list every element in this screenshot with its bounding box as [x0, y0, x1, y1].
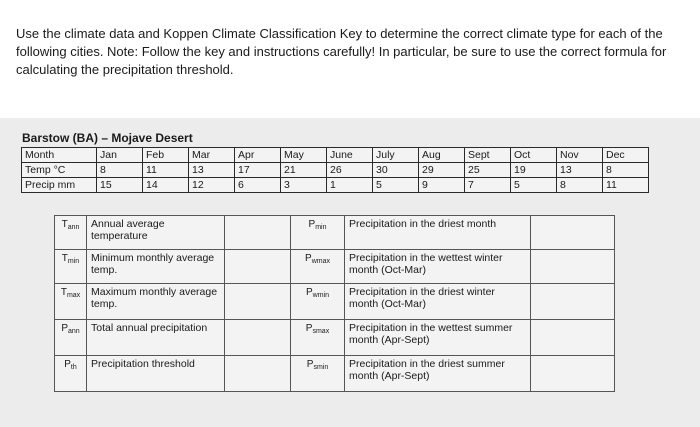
symbol-letter: P [306, 359, 314, 370]
symbol-letter: P [61, 323, 68, 334]
key-symbol [291, 216, 345, 250]
climate-cell: 21 [281, 163, 327, 178]
climate-data-table [21, 147, 649, 193]
climate-cell: Nov [557, 148, 603, 163]
climate-cell: 5 [511, 178, 557, 193]
key-symbol [55, 250, 87, 284]
climate-cell: 29 [419, 163, 465, 178]
climate-cell: 14 [143, 178, 189, 193]
symbol-subscript: smin [313, 364, 329, 371]
symbol-letter: P [305, 253, 312, 264]
key-blank-cell [531, 284, 615, 320]
key-row [55, 284, 615, 320]
climate-cell: 8 [603, 163, 649, 178]
climate-cell: Feb [143, 148, 189, 163]
climate-cell: 8 [557, 178, 603, 193]
climate-cell: Jan [97, 148, 143, 163]
symbol-subscript: smax [312, 328, 330, 335]
key-row [55, 250, 615, 284]
row-label: Temp °C [22, 163, 97, 178]
climate-cell: 3 [281, 178, 327, 193]
symbol-subscript: ann [67, 328, 80, 335]
climate-cell: 13 [557, 163, 603, 178]
key-description: Precipitation in the driest summer month (Apr-Sept) [345, 356, 531, 392]
key-description: Precipitation threshold [87, 356, 225, 392]
climate-cell: 26 [327, 163, 373, 178]
climate-key-table [54, 215, 615, 392]
climate-cell: 9 [419, 178, 465, 193]
climate-cell: May [281, 148, 327, 163]
climate-row [22, 178, 649, 193]
city-title: Barstow (BA) – Mojave Desert [22, 131, 193, 145]
key-description: Total annual precipitation [87, 320, 225, 356]
key-description: Precipitation in the driest winter month (Oct-Mar) [345, 284, 531, 320]
climate-cell: Oct [511, 148, 557, 163]
key-symbol [55, 216, 87, 250]
climate-cell: June [327, 148, 373, 163]
key-blank-cell [225, 216, 291, 250]
key-symbol [55, 356, 87, 392]
key-blank-cell [225, 320, 291, 356]
symbol-letter: T [60, 287, 67, 298]
climate-cell: Sept [465, 148, 511, 163]
symbol-letter: P [64, 359, 71, 370]
symbol-subscript: ann [67, 224, 80, 231]
symbol-subscript: min [67, 258, 80, 265]
climate-cell: 19 [511, 163, 557, 178]
key-blank-cell [531, 250, 615, 284]
key-blank-cell [225, 250, 291, 284]
instructions-text: Use the climate data and Koppen Climate Classification Key to determine the correct climate type for each of the following cities. Note: Follow the key and instructions carefully! In particular, be sure to use the correct formula for calculating the precipitation threshold. [16, 26, 667, 77]
symbol-letter: P [305, 287, 313, 298]
climate-cell: Mar [189, 148, 235, 163]
climate-cell: 12 [189, 178, 235, 193]
climate-cell: 11 [603, 178, 649, 193]
key-symbol [55, 320, 87, 356]
key-symbol [291, 284, 345, 320]
symbol-letter: P [308, 219, 316, 230]
climate-row [22, 148, 649, 163]
row-label: Month [22, 148, 97, 163]
key-blank-cell [225, 284, 291, 320]
symbol-letter: T [61, 219, 68, 230]
climate-cell: 7 [465, 178, 511, 193]
symbol-letter: P [305, 323, 313, 334]
key-blank-cell [531, 320, 615, 356]
symbol-letter: T [61, 253, 68, 264]
key-description: Minimum monthly average temp. [87, 250, 225, 284]
key-symbol [291, 356, 345, 392]
climate-cell: 8 [97, 163, 143, 178]
climate-cell: 1 [327, 178, 373, 193]
climate-cell: 15 [97, 178, 143, 193]
key-symbol [291, 320, 345, 356]
key-row [55, 356, 615, 392]
key-blank-cell [225, 356, 291, 392]
key-row [55, 216, 615, 250]
climate-cell: 25 [465, 163, 511, 178]
climate-cell: July [373, 148, 419, 163]
climate-row [22, 163, 649, 178]
key-description: Precipitation in the wettest summer month (Apr-Sept) [345, 320, 531, 356]
row-label: Precip mm [22, 178, 97, 193]
climate-cell: 13 [189, 163, 235, 178]
key-blank-cell [531, 356, 615, 392]
key-description: Annual average temperature [87, 216, 225, 250]
key-blank-cell [531, 216, 615, 250]
climate-cell: Dec [603, 148, 649, 163]
symbol-subscript: min [315, 224, 327, 231]
climate-cell: Aug [419, 148, 465, 163]
symbol-subscript: wmax [311, 258, 330, 265]
climate-cell: Apr [235, 148, 281, 163]
key-description: Maximum monthly average temp. [87, 284, 225, 320]
key-symbol [291, 250, 345, 284]
symbol-subscript: max [66, 292, 81, 299]
key-description: Precipitation in the wettest winter month (Oct-Mar) [345, 250, 531, 284]
key-row [55, 320, 615, 356]
climate-cell: 11 [143, 163, 189, 178]
key-symbol [55, 284, 87, 320]
climate-cell: 5 [373, 178, 419, 193]
symbol-subscript: wmin [312, 292, 329, 299]
climate-cell: 17 [235, 163, 281, 178]
climate-cell: 30 [373, 163, 419, 178]
key-description: Precipitation in the driest month [345, 216, 531, 250]
climate-cell: 6 [235, 178, 281, 193]
symbol-subscript: th [70, 364, 77, 371]
